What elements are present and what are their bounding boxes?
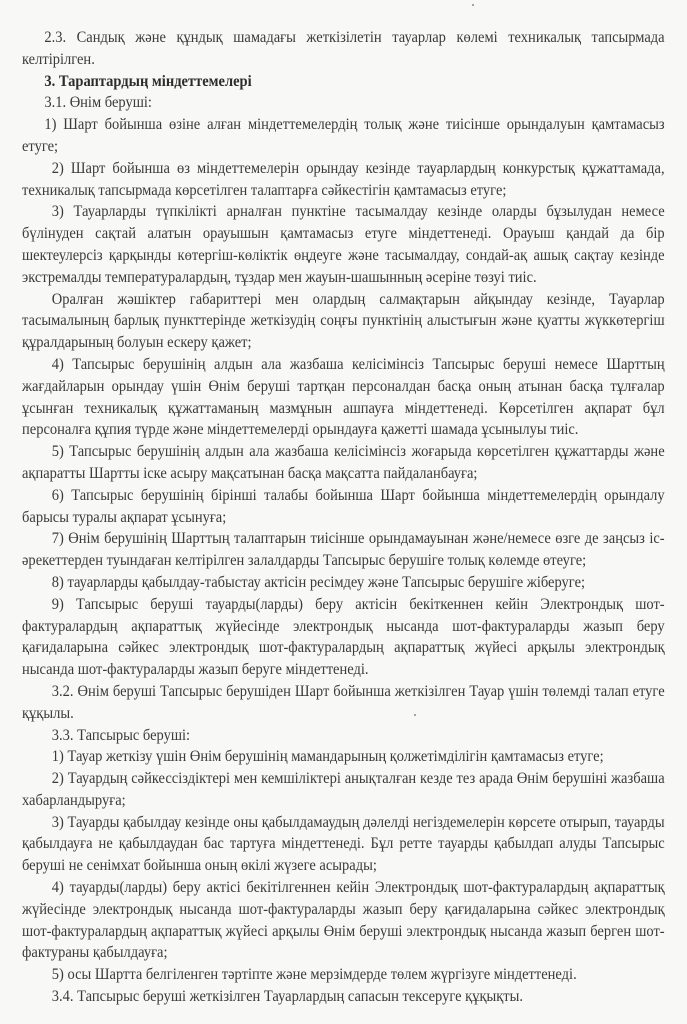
paragraph-3-1-item-5: 5) Тапсырыс берушінің алдын ала жазбаша келісімінсіз жоғарыда көрсетілген құжаттарды және ақпаратты Шартты іске асыру мақсатынан басқа мақсатта пайдаланбауға; [22,443,665,482]
paragraph-3-3-item-1: 1) Тауар жеткізу үшін Өнім берушінің мамандарының қолжетімділігін қамтамасыз етуге; [51,748,604,766]
paragraph-3-4: 3.4. Тапсырыс беруші жеткізілген Тауарлардың сапасын тексеруге құқықты. [51,988,523,1006]
paragraph-3-2: 3.2. Өнім беруші Тапсырыс берушіден Шарт бойынша жеткізілген Тауар үшін төлемді талап етуге құқылы. [22,682,665,722]
scan-speck [472,4,474,6]
paragraph-3-1-item-2: 2) Шарт бойынша өз міндеттемелерін орындау кезінде тауарлардың конкурстық құжаттамада, техникалық тапсырмада көрсетілген талаптарға сәйкестігін қамтамасыз етуге; [22,159,665,199]
paragraph-3-1-item-4: 4) Тапсырыс берушінің алдын ала жазбаша келісімінсіз Тапсырыс беруші немесе Шарттың жағдайларын орындау үшін Өнім беруші тартқан персоналдан басқа оның атынан басқа тұлғалар ұсынған техникалық құжаттаманың мазмұнын ашпауға міндеттенеді. Көрсетілген ақпарат бұл персоналға құпия түрде және міндеттемелерді орындауға қажетті шамада ұсынылуы тиіс. [22,355,665,439]
paragraph-3-3-item-3: 3) Тауарды қабылдау кезінде оны қабылдамаудың дәлелді негіздемелерін көрсете отырып, тауарды қабылдауға не қабылдаудан бас тартуға міндеттенеді. Бұл ретте тауарды қабылдап алуды Тапсырыс беруші не сенімхат бойынша оның өкілі жүзеге асырады; [22,813,665,875]
paragraph-3-3-item-4: 4) тауарды(ларды) беру актісі бекітілгеннен кейін Электрондық шот-фактуралардың ақпараттық жүйесінде электрондық нысанда шот-фактураларды жазып беру қағидаларына сәйкес электрондық шот-фактуралардың ақпараттық жүйесі арқылы Өнім беруші электрондық нысанда жазып берген шот-фактураны қабылдауға; [22,879,665,962]
section-heading-obligations: 3. Тараптардың міндеттемелері [44,72,252,90]
paragraph-3-1-item-3-continued: Оралған жәшіктер габариттері мен олардың салмақтарын айқындау кезінде, Тауарлар тасымалының барлық пункттерінде жеткізудің соңғы пунктінің алыстығын және қуатты жүккөтергіш құралдарының болуын ескеру қажет; [22,290,665,352]
paragraph-3-1-item-8: 8) тауарларды қабылдау-табыстау актісін ресімдеу және Тапсырыс берушіге жіберуге; [51,573,586,591]
paragraph-3-1: 3.1. Өнім беруші: [44,94,152,112]
paragraph-3-3: 3.3. Тапсырыс беруші: [51,726,191,744]
paragraph-3-1-item-9: 9) Тапсырыс беруші тауарды(ларды) беру актісін бекіткеннен кейін Электрондық шот-фактуралардың ақпараттық жүйесінде электрондық нысанда шот-фактураларды жазып беру қағидаларына сәйкес электрондық шот-фактуралардың ақпараттық жүйесі арқылы электрондық нысанда шот-фактураларды жазып беруге міндеттенеді. [22,595,665,679]
paragraph-3-1-item-3: 3) Тауарларды түпкілікті арналған пунктіне тасымалдау кезінде оларды бұзылудан немесе бүлінуден сақтай алатын орауышын қамтамасыз етуге міндеттенеді. Орауыш қандай да бір шектеулерсіз қарқынды көтергіш-көліктік өңдеуге және тасымалдау, сондай-ақ ашық сақтау кезінде экстремалды температуралардың, тұздар мен жауын-шашынның әсеріне төзуі тиіс. [22,203,665,286]
paragraph-3-3-item-2: 2) Тауардың сәйкессіздіктері мен кемшіліктері анықталған кезде тез арада Өнім берушіні жазбаша хабарландыруға; [22,770,665,809]
paragraph-3-1-item-7: 7) Өнім берушінің Шарттың талаптарын тиісінше орындамауынан және/немесе өзге де заңсыз іс-әрекеттерден туындаған келтірілген залалдарды Тапсырыс берушіге толық көлемде өтеуге; [22,530,665,570]
paragraph-3-3-item-5: 5) осы Шартта белгіленген тәртіпте және мерзімдерде төлем жүргізуге міндеттенеді. [51,966,577,984]
document-body [22,27,665,1008]
paragraph-2-3: 2.3. Сандық және құндық шамадағы жеткізілетін тауарлар көлемі техникалық тапсырмада келтірілген. [22,29,665,68]
paragraph-3-1-item-1: 1) Шарт бойынша өзіне алған міндеттемелердің толық және тиісінше орындалуын қамтамасыз етуге; [22,116,665,155]
paragraph-3-1-item-6: 6) Тапсырыс берушінің бірінші талабы бойынша Шарт бойынша міндеттемелердің орындалу барысы туралы ақпарат ұсынуға; [22,486,665,526]
